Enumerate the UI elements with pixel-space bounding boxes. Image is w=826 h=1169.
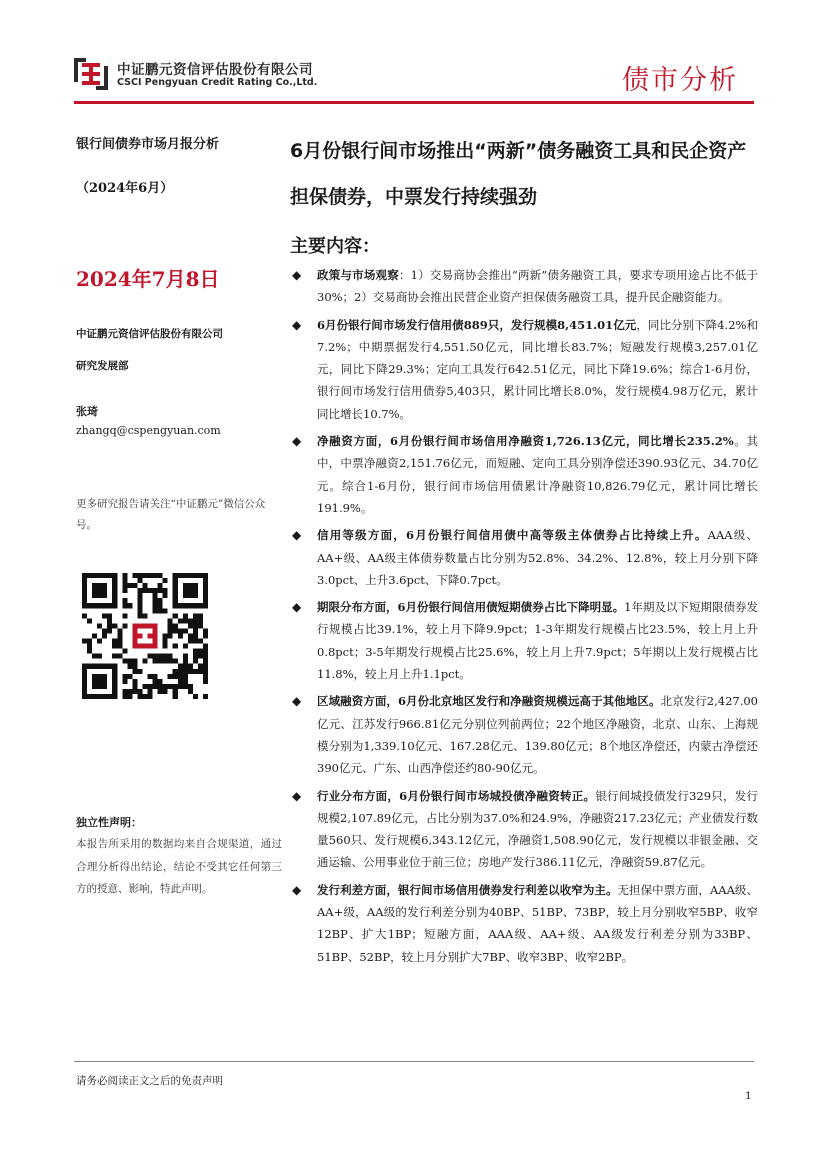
wechat-qr-code — [82, 573, 208, 699]
diamond-bullet-icon: ◆ — [292, 434, 302, 449]
summary-item-lead: 信用等级方面，6月份银行间信用债中高等级主体债券占比持续上升。 — [317, 528, 708, 543]
diamond-bullet-icon: ◆ — [292, 317, 302, 332]
summary-item — [290, 264, 758, 309]
diamond-bullet-icon: ◆ — [292, 600, 302, 615]
report-date: 2024年7月8日 — [76, 267, 220, 291]
summary-item-text: ，同比分别下降4.2%和7.2%；中期票据发行4,551.50亿元，同比增长83.7%；短融发行规模3,257.01亿元，同比下降29.3%；定向工具发行642.51亿元，同比下降19.6%；综合1-6月份，银行间市场发行信用债券5,403只，累计同比增长8.0%，发行规模4.98万亿元，累计同比增长10.7%。 — [317, 317, 758, 421]
footer-divider — [74, 1061, 754, 1062]
summary-item-text: ：1）交易商协会推出“两新”债务融资工具，要求专项用途占比不低于30%；2）交易商协会推出民营企业资产担保债务融资工具，提升民企融资能力。 — [317, 268, 759, 305]
analyst-name: 张琦 — [76, 405, 98, 418]
summary-item-lead: 6月份银行间市场发行信用债889只，发行规模8,451.01亿元 — [317, 317, 637, 332]
summary-item-text: 1年期及以下短期限债券发行规模占比39.1%，较上月下降9.9pct；1-3年期发行规模占比23.5%，较上月上升0.8pct；3-5年期发行规模占比25.6%，较上月上升7.9pct；5年期以上发行规模占比11.8%，较上月上升1.1pct。 — [317, 600, 758, 682]
diamond-bullet-icon: ◆ — [292, 788, 302, 803]
summary-item-lead: 区域融资方面，6月份北京地区发行和净融资规模远高于其他地区。 — [317, 694, 661, 709]
diamond-bullet-icon: ◆ — [292, 882, 302, 897]
summary-item — [290, 690, 758, 779]
header-divider — [74, 101, 754, 104]
summary-item-text: 银行间城投债发行329只，发行规模2,107.89亿元，占比分别为37.0%和24.9%，净融资217.23亿元；产业债发行数量560只、发行规模6,343.12亿元，净融资1,508.90亿元，发行规模以非银金融、交通运输、公用事业位于前三位；房地产发行386.11亿元，净融资59.87亿元。 — [317, 788, 759, 870]
summary-item-lead: 发行利差方面，银行间市场信用债券发行利差以收窄为主。 — [317, 882, 618, 897]
report-period: （2024年6月） — [76, 181, 174, 196]
summary-item — [290, 785, 758, 874]
company-name-en: CSCI Pengyuan Credit Rating Co.,Ltd. — [117, 77, 318, 88]
summary-item — [290, 879, 758, 968]
diamond-bullet-icon: ◆ — [292, 268, 302, 282]
report-category: 债市分析 — [622, 65, 738, 96]
page-number: 1 — [745, 1090, 752, 1102]
diamond-bullet-icon: ◆ — [292, 528, 302, 543]
analyst-email-link[interactable]: zhangq@cspengyuan.com — [76, 424, 221, 437]
summary-heading: 主要内容： — [290, 236, 380, 257]
summary-item-lead: 政策与市场观察 — [317, 268, 399, 282]
company-name-cn: 中证鹏元资信评估股份有限公司 — [117, 62, 313, 78]
disclaimer-note: 请务必阅读正文之后的免责声明 — [76, 1075, 223, 1087]
summary-item-text: 。其中，中票净融资2,151.76亿元，而短融、定向工具分别净偿还390.93亿元、34.70亿元。综合1-6月份，银行间市场信用债累计净融资10,826.79亿元，累计同比增长191.9%。 — [317, 434, 758, 515]
report-title: 6月份银行间市场推出“两新”债务融资工具和民企资产担保债券，中票发行持续强劲 — [290, 140, 747, 208]
summary-item — [290, 596, 758, 685]
independence-statement-text: 本报告所采用的数据均来自合规渠道，通过合理分析得出结论，结论不受其它任何第三方的授意、影响，特此声明。 — [76, 838, 282, 895]
diamond-bullet-icon: ◆ — [292, 694, 302, 709]
summary-item — [290, 314, 758, 425]
independence-statement-title: 独立性声明： — [76, 816, 142, 829]
summary-item — [290, 430, 758, 519]
summary-item-text: 北京发行2,427.00亿元、江苏发行966.81亿元分别位列前两位；22个地区净融资，北京、山东、上海规模分别为1,339.10亿元、167.28亿元、139.80亿元；8个地区净偿还，内蒙古净偿还390亿元、广东、山西净偿还约80-90亿元。 — [317, 694, 758, 776]
summary-list — [290, 264, 758, 973]
author-company: 中证鹏元资信评估股份有限公司 — [76, 328, 223, 340]
summary-item — [290, 524, 758, 591]
summary-item-text: 无担保中票方面，AAA级、AA+级，AA级的发行利差分别为40BP、51BP、73BP，较上月分别收窄5BP、收窄12BP、扩大1BP；短融方面，AAA级、AA+级、AA级发行利差分别为33BP、51BP、52BP，较上月分别扩大7BP、收窄3BP、收窄2BP。 — [317, 882, 758, 964]
summary-item-text: AAA级、AA+级、AA级主体债券数量占比分别为52.8%、34.2%、12.8%，较上月分别下降3.0pct、上升3.6pct、下降0.7pct。 — [317, 528, 759, 587]
author-department: 研究发展部 — [76, 360, 129, 372]
pengyuan-logo-icon — [74, 58, 108, 90]
summary-item-lead: 净融资方面，6月份银行间市场信用净融资1,726.13亿元，同比增长235.2% — [317, 434, 734, 449]
report-series-title: 银行间债券市场月报分析 — [76, 137, 220, 152]
summary-item-lead: 期限分布方面，6月份银行间信用债短期债券占比下降明显。 — [317, 600, 625, 615]
wechat-follow-note: 更多研究报告请关注“中证鹏元”微信公众号。 — [76, 498, 266, 531]
summary-item-lead: 行业分布方面，6月份银行间市场城投债净融资转正。 — [317, 788, 596, 803]
